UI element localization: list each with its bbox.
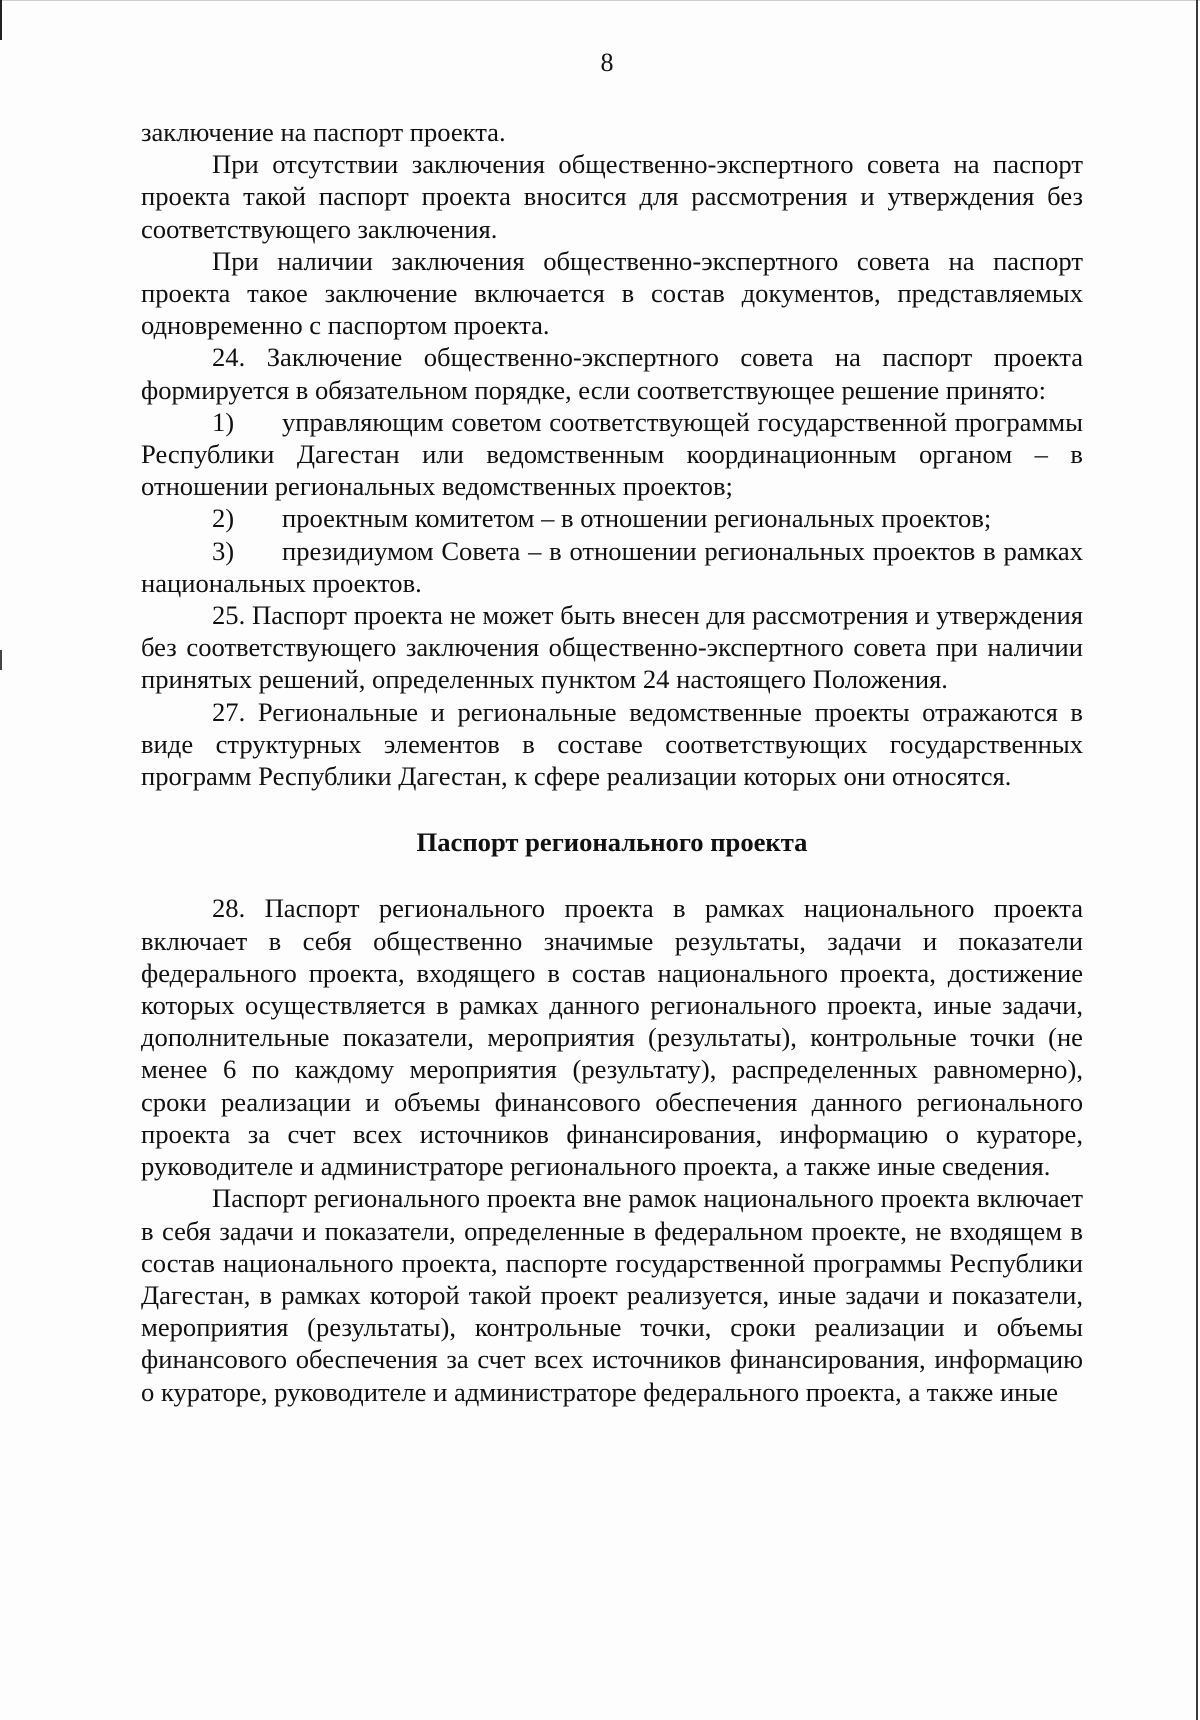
paragraph-item-27: 27. Региональные и региональные ведомственные проекты отражаются в виде структурных элементов в составе соответствующих государственных программ Республики Дагестан, к сфере реализации которых они относятся.: [141, 696, 1083, 792]
list-item: [141, 502, 1083, 534]
scan-mark: [0, 650, 2, 670]
list-item-text: управляющим советом соответствующей государственной программы Республики Дагестан или ведомственным координационным органом – в отношении региональных ведомственных проектов;: [141, 406, 1083, 502]
paragraph-item-24: 24. Заключение общественно-экспертного совета на паспорт проекта формируется в обязательном порядке, если соответствующее решение принято:: [141, 342, 1083, 405]
paragraph: Паспорт регионального проекта вне рамок национального проекта включает в себя задачи и показатели, определенные в федеральном проекте, не входящем в состав национального проекта, паспорте государственной программы Республики Дагестан, в рамках которой такой проект реализуется, иные задачи и показатели, мероприятия (результаты), контрольные точки, сроки реализации и объемы финансового обеспечения за счет всех источников финансирования, информацию о кураторе, руководителе и администраторе федерального проекта, а также иные: [141, 1183, 1083, 1407]
list-item-number: 1): [212, 406, 235, 437]
list-item-number: 3): [212, 535, 235, 566]
paragraph: заключение на паспорт проекта.: [141, 117, 506, 147]
paragraph-item-28: 28. Паспорт регионального проекта в рамках национального проекта включает в себя общественно значимые результаты, задачи и показатели федерального проекта, входящего в состав национального проекта, достижение которых осуществляется в рамках данного регионального проекта, иные задачи, дополнительные показатели, мероприятия (результаты), контрольные точки (не менее 6 по каждому мероприятия (результату), распределенных равномерно), сроки реализации и объемы финансового обеспечения данного регионального проекта за счет всех источников финансирования, информацию о кураторе, руководителе и администраторе регионального проекта, а также иные сведения.: [141, 893, 1083, 1182]
scan-edge-right: [1196, 0, 1198, 1720]
scan-edge-left: [0, 0, 2, 40]
list-item-text: президиумом Совета – в отношении региональных проектов в рамках национальных проектов.: [141, 535, 1083, 598]
list-item-number: 2): [212, 503, 235, 534]
list-item-text: проектным комитетом – в отношении региональных проектов;: [282, 503, 992, 534]
list-item: [141, 406, 1083, 503]
document-body: [141, 116, 1083, 1408]
scan-edge-top: [0, 0, 1200, 1]
paragraph-item-25: 25. Паспорт проекта не может быть внесен для рассмотрения и утверждения без соответствующего заключения общественно-экспертного совета при наличии принятых решений, определенных пунктом 24 настоящего Положения.: [141, 600, 1083, 695]
page-number: 8: [600, 48, 614, 77]
section-heading: Паспорт регионального проекта: [416, 827, 808, 858]
list-item: [141, 535, 1083, 599]
paragraph: При наличии заключения общественно-экспертного совета на паспорт проекта такое заключение включается в состав документов, представляемых одновременно с паспортом проекта.: [141, 245, 1083, 341]
paragraph: При отсутствии заключения общественно-экспертного совета на паспорт проекта такой паспорт проекта вносится для рассмотрения и утверждения без соответствующего заключения.: [141, 149, 1083, 244]
